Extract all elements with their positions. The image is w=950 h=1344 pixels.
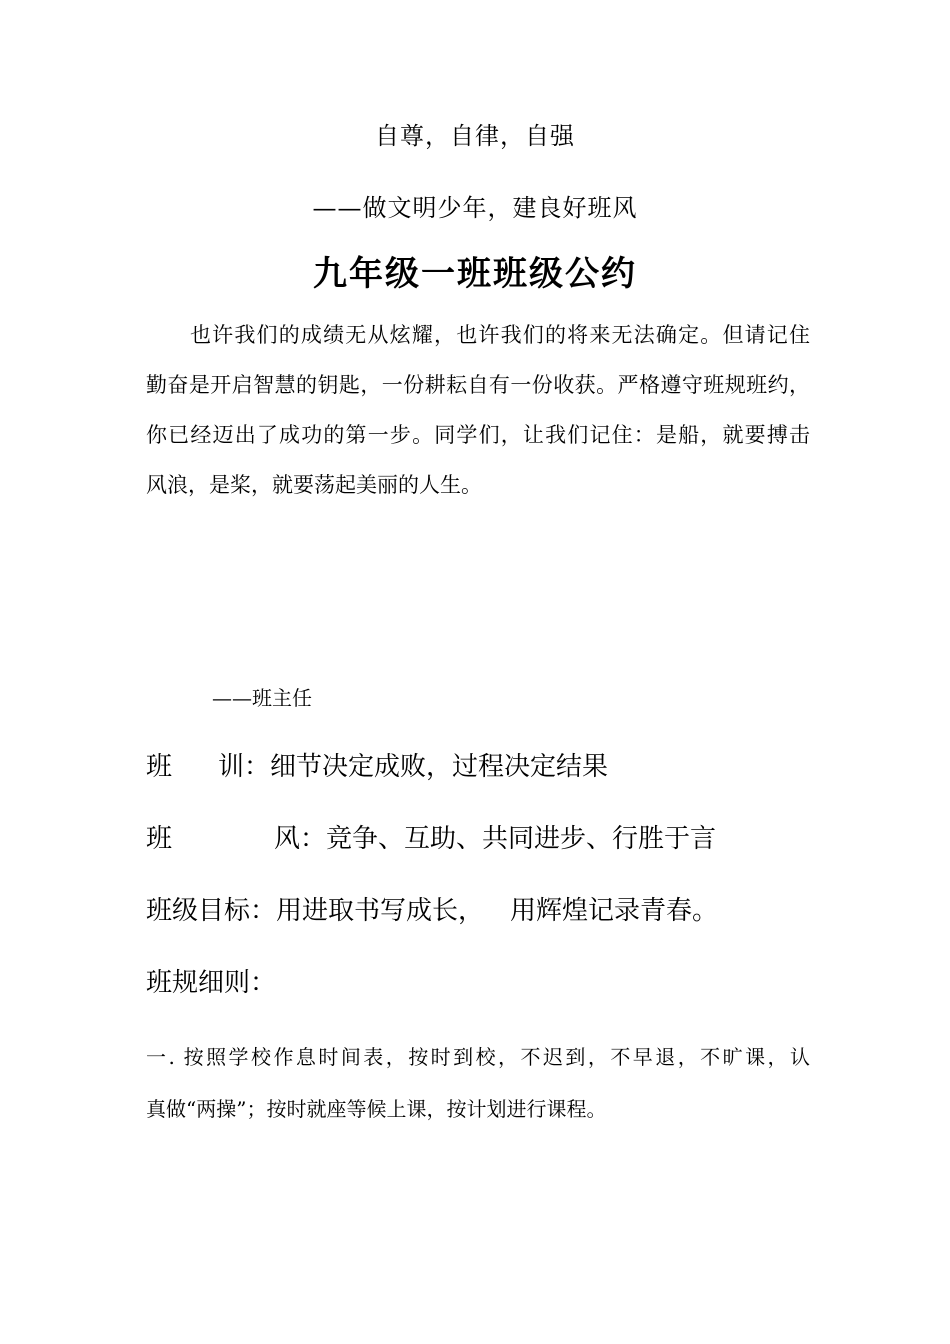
class-style-label-2: 风： — [274, 824, 327, 854]
intro-paragraph — [146, 318, 810, 518]
class-goal-label: 班级目标： — [146, 896, 277, 926]
class-style-label-1: 班 — [146, 824, 173, 854]
signature: ——班主任 — [212, 686, 312, 710]
intro-line: 风浪，是桨，就要荡起美丽的人生。 — [146, 473, 482, 497]
class-motto-label-1: 班 — [146, 752, 173, 782]
page-title: 九年级一班班级公约 — [313, 254, 637, 294]
class-style-row — [146, 818, 716, 855]
class-motto-label-2: 训： — [218, 752, 271, 782]
class-goal-value-2: 用辉煌记录青春。 — [510, 896, 719, 926]
class-goal-value-1: 用进取书写成长， — [276, 896, 485, 926]
class-motto-value: 细节决定成败，过程决定结果 — [270, 752, 609, 782]
intro-line: 也许我们的成绩无从炫耀，也许我们的将来无法确定。但请记住 — [190, 323, 810, 347]
subtitle-heading: ——做文明少年，建良好班风 — [312, 194, 638, 222]
motto-heading: 自尊，自律，自强 — [375, 122, 575, 150]
class-goal-row — [146, 890, 718, 927]
rule-item-1 — [146, 1040, 810, 1144]
rule-item-line: 一. 按照学校作息时间表，按时到校，不迟到，不早退，不旷课，认 — [146, 1045, 810, 1069]
intro-line: 你已经迈出了成功的第一步。同学们，让我们记住：是船，就要搏击 — [146, 423, 810, 447]
class-style-value: 竞争、互助、共同进步、行胜于言 — [326, 824, 717, 854]
details-heading: 班规细则： — [146, 968, 277, 998]
class-motto-row — [146, 746, 608, 783]
intro-line: 勤奋是开启智慧的钥匙，一份耕耘自有一份收获。严格遵守班规班约， — [146, 373, 810, 397]
rule-item-line: 真做“两操”；按时就座等候上课，按计划进行课程。 — [146, 1097, 607, 1121]
